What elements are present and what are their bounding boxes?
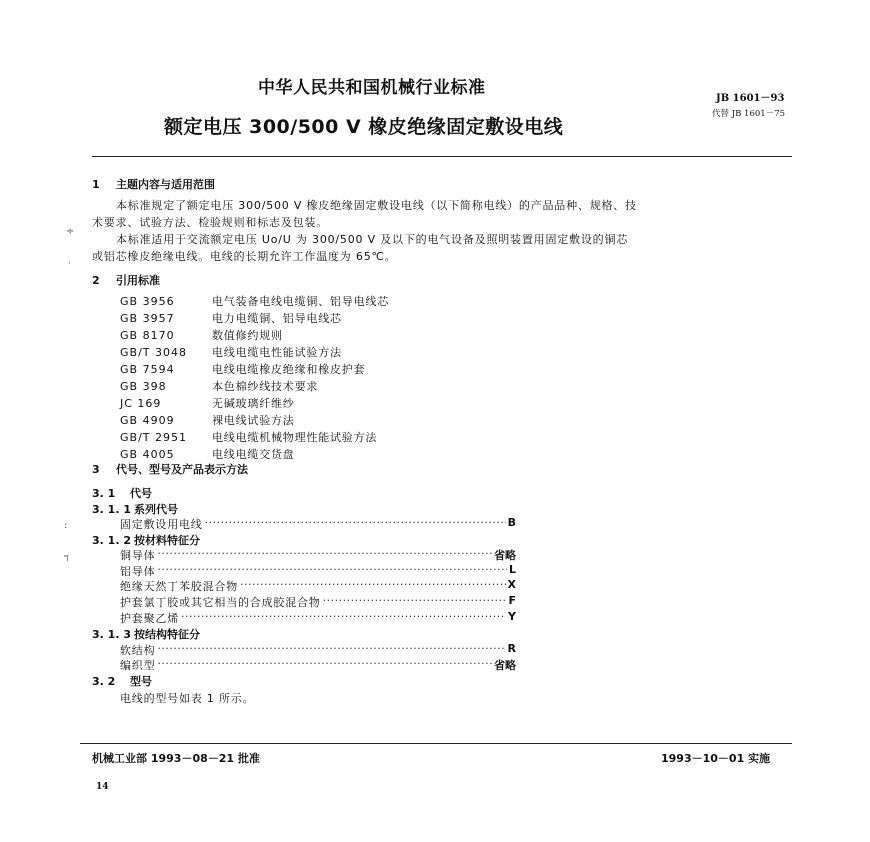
reference-title: 数值修约规则 — [212, 329, 283, 342]
paragraph-line: 电线的型号如表 1 所示。 — [120, 692, 255, 705]
code-item — [120, 578, 516, 594]
reference-title: 裸电线试验方法 — [212, 414, 295, 427]
margin-mark: : — [64, 520, 68, 531]
reference-code: GB/T 3048 — [120, 346, 187, 359]
code-value: 省略 — [494, 659, 516, 672]
paragraph-line: 或铝芯橡皮绝缘电线。电线的长期允许工作温度为 65℃。 — [92, 250, 397, 263]
reference-item — [120, 395, 389, 412]
section-number: 3 — [92, 463, 100, 476]
subsection-title: 按结构特征分 — [134, 628, 200, 641]
subsection-3-1-heading — [92, 485, 152, 501]
code-label: 固定敷设用电线 — [120, 518, 203, 531]
reference-title: 无碱玻璃纤维纱 — [212, 397, 295, 410]
code-label: 护套聚乙烯 — [120, 612, 179, 625]
code-item — [120, 594, 516, 610]
margin-mark: ד — [64, 553, 69, 564]
reference-title: 电线电缆机械物理性能试验方法 — [212, 431, 378, 444]
subsection-3-1-2-heading — [92, 532, 200, 548]
reference-code: GB/T 2951 — [120, 431, 187, 444]
header-divider — [92, 156, 792, 157]
code-value: R — [507, 642, 516, 655]
code-item — [120, 642, 516, 658]
reference-title: 电线电缆交货盘 — [212, 448, 295, 461]
leader-dots — [157, 547, 492, 563]
reference-code: GB 4005 — [120, 448, 175, 461]
reference-code: GB 4909 — [120, 414, 175, 427]
document-title: 额定电压 300/500 V 橡皮绝缘固定敷设电线 — [164, 116, 564, 138]
subsection-number: 3. 1 — [92, 487, 116, 500]
code-value: F — [508, 594, 516, 607]
code-value: Y — [508, 610, 516, 623]
paragraph-line: 本标准适用于交流额定电压 Uo/U 为 300/500 V 及以下的电气设备及照明装置用固定敷设的铜芯 — [116, 233, 629, 246]
code-item — [120, 547, 516, 563]
reference-item — [120, 293, 389, 310]
reference-item — [120, 429, 389, 446]
reference-code: JC 169 — [120, 397, 162, 410]
margin-mark: ˙ — [67, 262, 72, 273]
reference-code: GB 7594 — [120, 363, 175, 376]
reference-title: 本色棉纱线技术要求 — [212, 380, 319, 393]
reference-code: GB 8170 — [120, 329, 175, 342]
code-label: 铜导体 — [120, 549, 156, 562]
reference-code: GB 398 — [120, 380, 167, 393]
subsection-number: 3. 2 — [92, 675, 116, 688]
code-item — [120, 563, 516, 579]
reference-item — [120, 412, 389, 429]
paragraph-line: 本标准规定了额定电压 300/500 V 橡皮绝缘固定敷设电线（以下简称电线）的产品品种、规格、技 — [116, 199, 637, 212]
subsection-title: 代号 — [130, 487, 152, 500]
leader-dots — [157, 642, 505, 658]
code-item — [120, 610, 516, 626]
subsection-3-2-heading — [92, 673, 152, 689]
standard-category-title: 中华人民共和国机械行业标准 — [258, 78, 486, 98]
subsection-title: 系列代号 — [134, 503, 178, 516]
subsection-title: 型号 — [130, 675, 152, 688]
section-title: 主题内容与适用范围 — [116, 178, 215, 191]
reference-code: GB 3957 — [120, 312, 175, 325]
reference-list — [120, 293, 389, 463]
leader-dots — [240, 578, 506, 594]
leader-dots — [181, 610, 506, 626]
replaces-standard: 代替 JB 1601－75 — [712, 109, 786, 119]
code-value: X — [507, 578, 516, 591]
code-label: 铝导体 — [120, 565, 156, 578]
reference-item — [120, 310, 389, 327]
margin-mark: ÷ — [66, 226, 75, 237]
page-number: 14 — [96, 782, 109, 792]
reference-title: 电线电缆橡皮绝缘和橡皮护套 — [212, 363, 366, 376]
standard-code: JB 1601－93 — [716, 93, 785, 104]
code-value: L — [508, 563, 516, 576]
subsection-3-1-1-heading — [92, 501, 178, 517]
effective-date: 1993－10－01 实施 — [661, 752, 771, 765]
section-1-heading — [92, 176, 215, 192]
reference-item — [120, 327, 389, 344]
leader-dots — [323, 594, 507, 610]
section-2-heading — [92, 272, 160, 288]
subsection-3-1-3-heading — [92, 626, 200, 642]
reference-title: 电气装备电线电缆铜、铝导电线芯 — [212, 295, 389, 308]
subsection-title: 按材料特征分 — [134, 534, 200, 547]
subsection-number: 3. 1. 1 — [92, 503, 131, 516]
code-label: 编织型 — [120, 659, 156, 672]
leader-dots — [205, 516, 506, 532]
reference-item — [120, 361, 389, 378]
section-title: 代号、型号及产品表示方法 — [116, 463, 248, 476]
subsection-number: 3. 1. 3 — [92, 628, 131, 641]
section-number: 1 — [92, 178, 100, 191]
code-value: B — [507, 516, 516, 529]
approval-date: 机械工业部 1993－08－21 批准 — [92, 752, 260, 765]
reference-code: GB 3956 — [120, 295, 175, 308]
code-label: 护套氯丁胶或其它相当的合成胶混合物 — [120, 596, 321, 609]
code-value: 省略 — [494, 549, 516, 562]
code-item — [120, 657, 516, 673]
subsection-number: 3. 1. 2 — [92, 534, 131, 547]
reference-item — [120, 344, 389, 361]
section-3-heading — [92, 461, 248, 477]
leader-dots — [157, 657, 492, 673]
code-item — [120, 516, 516, 532]
leader-dots — [157, 563, 507, 579]
code-label: 软结构 — [120, 644, 156, 657]
section-title: 引用标准 — [116, 274, 160, 287]
code-label: 绝缘天然丁苯胶混合物 — [120, 580, 238, 593]
reference-item — [120, 378, 389, 395]
reference-title: 电线电缆电性能试验方法 — [212, 346, 342, 359]
footer-divider — [80, 743, 792, 744]
reference-title: 电力电缆铜、铝导电线芯 — [212, 312, 342, 325]
paragraph-line: 术要求、试验方法、检验规则和标志及包装。 — [92, 216, 328, 229]
section-number: 2 — [92, 274, 100, 287]
